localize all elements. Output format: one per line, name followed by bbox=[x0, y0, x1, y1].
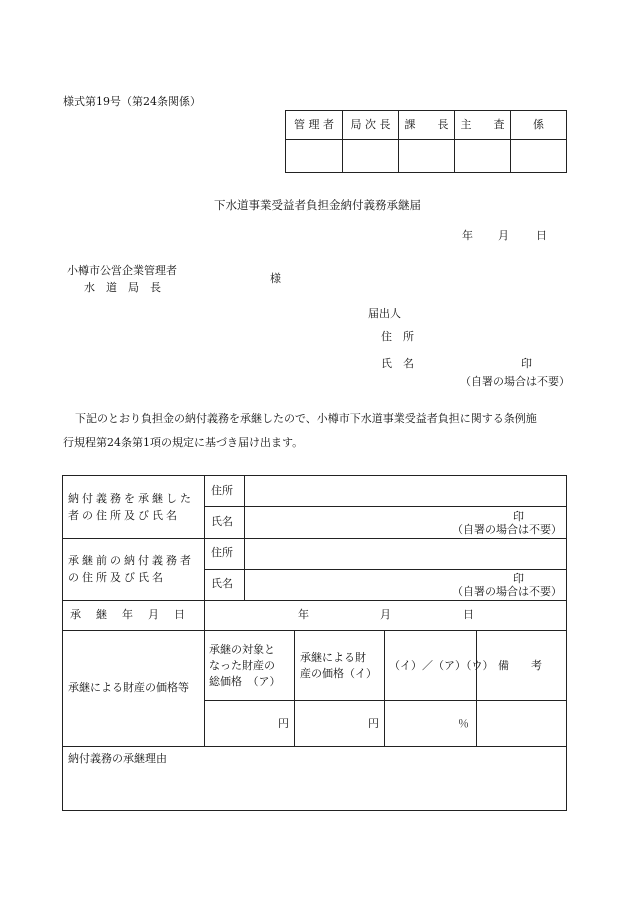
form-number: 様式第19号（第24条関係） bbox=[63, 95, 201, 108]
predecessor-label-line2: の住所及び氏名 bbox=[68, 571, 166, 584]
date-year: 年 bbox=[462, 229, 473, 242]
property-value-label: 承継による財産の価格等 bbox=[68, 681, 189, 694]
succession-date-day: 日 bbox=[463, 608, 474, 621]
predecessor-seal: 印 bbox=[513, 572, 524, 585]
col-c-unit-percent: ％ bbox=[458, 717, 469, 730]
applicant-seal-note: （自署の場合は不要） bbox=[460, 375, 570, 388]
col-d-header: 備 考 bbox=[498, 659, 542, 672]
predecessor-address-label: 住所 bbox=[211, 546, 233, 559]
applicant-name-label: 氏 名 bbox=[381, 357, 414, 370]
approval-stamp-table bbox=[285, 110, 567, 173]
successor-address-label: 住所 bbox=[211, 484, 233, 497]
col-b-header-line1: 承継による財 bbox=[300, 651, 366, 664]
col-c-header: （イ）／（ア）（ウ） bbox=[389, 659, 494, 672]
approval-header-inspector: 主 査 bbox=[455, 111, 511, 139]
date-day: 日 bbox=[536, 229, 547, 242]
succession-date-month: 月 bbox=[380, 608, 391, 621]
successor-seal-note: （自署の場合は不要） bbox=[452, 523, 562, 536]
addressee-line2: 水 道 局 長 bbox=[84, 281, 161, 294]
document-title: 下水道事業受益者負担金納付義務承継届 bbox=[214, 198, 421, 212]
col-a-unit-yen: 円 bbox=[278, 717, 289, 730]
approval-header-staff: 係 bbox=[533, 118, 544, 131]
body-text-line1: 下記のとおり負担金の納付義務を承継したので、小樽市下水道事業受益者負担に関する条例施 bbox=[75, 412, 537, 425]
successor-label-line1: 納付義務を承継した bbox=[68, 492, 194, 505]
col-a-header-line2: なった財産の bbox=[209, 659, 275, 672]
addressee-line1: 小樽市公営企業管理者 bbox=[67, 264, 177, 277]
date-month: 月 bbox=[498, 229, 509, 242]
succession-date-label: 承 継 年 月 日 bbox=[70, 608, 187, 621]
successor-label-line2: 者の住所及び氏名 bbox=[68, 509, 180, 522]
approval-header-section-chief: 課 長 bbox=[399, 111, 455, 139]
predecessor-seal-note: （自署の場合は不要） bbox=[452, 585, 562, 598]
body-text-line2: 行規程第24条第1項の規定に基づき届け出ます。 bbox=[63, 436, 304, 449]
applicant-heading: 届出人 bbox=[368, 307, 401, 320]
applicant-seal: 印 bbox=[521, 357, 532, 370]
col-a-header-line3: 総価格 （ア） bbox=[209, 675, 281, 688]
predecessor-name-label: 氏名 bbox=[211, 577, 233, 590]
applicant-address-label: 住 所 bbox=[381, 330, 414, 343]
addressee-honorific: 様 bbox=[270, 272, 281, 285]
succession-date-year: 年 bbox=[298, 608, 309, 621]
col-b-unit-yen: 円 bbox=[368, 717, 379, 730]
predecessor-label-line1: 承継前の納付義務者 bbox=[68, 554, 194, 567]
approval-header-deputy: 局 次 長 bbox=[343, 111, 399, 139]
col-a-header-line1: 承継の対象と bbox=[209, 643, 275, 656]
col-b-header-line2: 産の価格（イ） bbox=[300, 667, 377, 680]
successor-seal: 印 bbox=[513, 510, 524, 523]
approval-header-manager: 管 理 者 bbox=[286, 111, 343, 139]
reason-label: 納付義務の承継理由 bbox=[68, 752, 167, 765]
successor-name-label: 氏名 bbox=[211, 515, 233, 528]
